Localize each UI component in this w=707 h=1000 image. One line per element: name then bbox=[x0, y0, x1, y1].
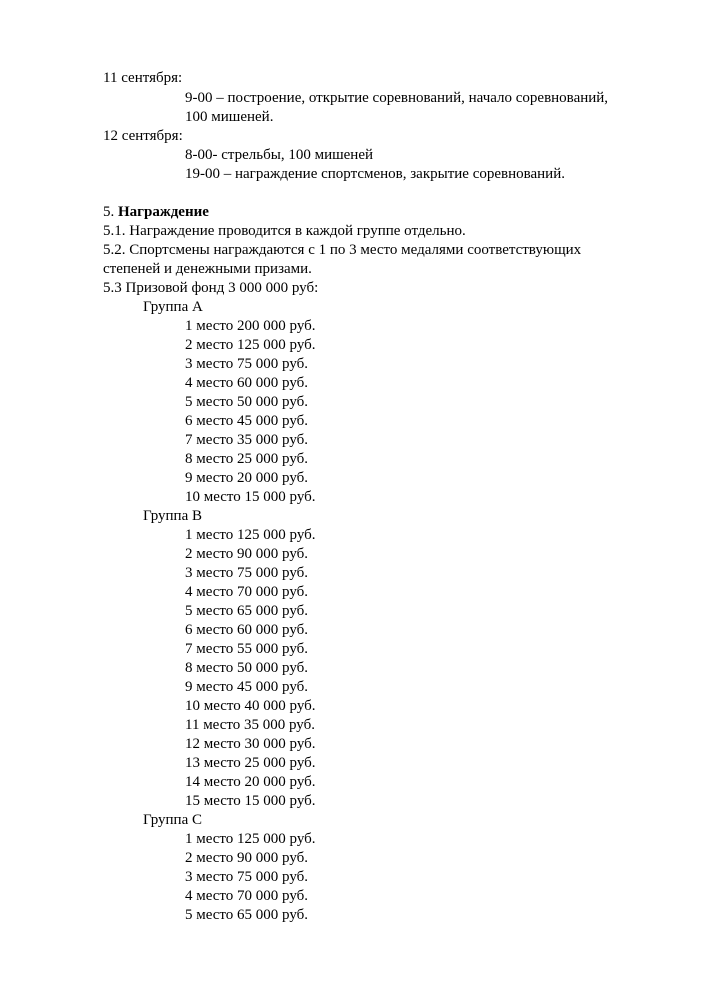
schedule-day2-item: 8-00- стрельбы, 100 мишеней bbox=[185, 147, 374, 163]
prize-line: 8 место 50 000 руб. bbox=[185, 660, 309, 676]
prize-line: 2 место 125 000 руб. bbox=[185, 337, 316, 353]
prize-line: 3 место 75 000 руб. bbox=[185, 565, 309, 581]
paragraph-5-1: 5.1. Награждение проводится в каждой группе отдельно. bbox=[103, 223, 466, 239]
prize-line: 6 место 45 000 руб. bbox=[185, 413, 309, 429]
prize-line: 2 место 90 000 руб. bbox=[185, 546, 309, 562]
prize-line: 10 место 40 000 руб. bbox=[185, 698, 316, 714]
prize-line: 15 место 15 000 руб. bbox=[185, 793, 316, 809]
prize-line: 1 место 200 000 руб. bbox=[185, 318, 316, 334]
prize-line: 9 место 20 000 руб. bbox=[185, 470, 309, 486]
group-b-title: Группа В bbox=[143, 508, 202, 524]
prize-line: 3 место 75 000 руб. bbox=[185, 869, 309, 885]
prize-line: 5 место 65 000 руб. bbox=[185, 907, 309, 923]
section-title: Награждение bbox=[118, 204, 209, 220]
prize-line: 9 место 45 000 руб. bbox=[185, 679, 309, 695]
prize-line: 2 место 90 000 руб. bbox=[185, 850, 309, 866]
group-a-title: Группа А bbox=[143, 299, 203, 315]
schedule-day2-date: 12 сентября: bbox=[103, 128, 183, 144]
section-heading bbox=[103, 203, 209, 222]
section-number: 5. bbox=[103, 204, 115, 220]
prize-line: 4 место 60 000 руб. bbox=[185, 375, 309, 391]
prize-line: 13 место 25 000 руб. bbox=[185, 755, 316, 771]
paragraph-5-2-line1: 5.2. Спортсмены награждаются с 1 по 3 место медалями соответствующих bbox=[103, 242, 582, 258]
prize-line: 5 место 50 000 руб. bbox=[185, 394, 309, 410]
prize-line: 1 место 125 000 руб. bbox=[185, 527, 316, 543]
prize-line: 6 место 60 000 руб. bbox=[185, 622, 309, 638]
prize-line: 4 место 70 000 руб. bbox=[185, 888, 309, 904]
group-c-title: Группа С bbox=[143, 812, 202, 828]
prize-line: 7 место 35 000 руб. bbox=[185, 432, 309, 448]
paragraph-5-2-line2: степеней и денежными призами. bbox=[103, 261, 312, 277]
schedule-day1-date: 11 сентября: bbox=[103, 70, 183, 86]
prize-line: 14 место 20 000 руб. bbox=[185, 774, 316, 790]
prize-line: 8 место 25 000 руб. bbox=[185, 451, 309, 467]
prize-line: 1 место 125 000 руб. bbox=[185, 831, 316, 847]
prize-line: 3 место 75 000 руб. bbox=[185, 356, 309, 372]
prize-line: 7 место 55 000 руб. bbox=[185, 641, 309, 657]
prize-line: 12 место 30 000 руб. bbox=[185, 736, 316, 752]
prize-line: 4 место 70 000 руб. bbox=[185, 584, 309, 600]
prize-line: 5 место 65 000 руб. bbox=[185, 603, 309, 619]
prize-line: 10 место 15 000 руб. bbox=[185, 489, 316, 505]
schedule-day2-item: 19-00 – награждение спортсменов, закрытие соревнований. bbox=[185, 166, 565, 182]
prize-line: 11 место 35 000 руб. bbox=[185, 717, 315, 733]
schedule-day1-item: 9-00 – построение, открытие соревнований, начало соревнований, bbox=[185, 90, 609, 106]
schedule-day1-item: 100 мишеней. bbox=[185, 109, 274, 125]
paragraph-5-3: 5.3 Призовой фонд 3 000 000 руб: bbox=[103, 280, 319, 296]
